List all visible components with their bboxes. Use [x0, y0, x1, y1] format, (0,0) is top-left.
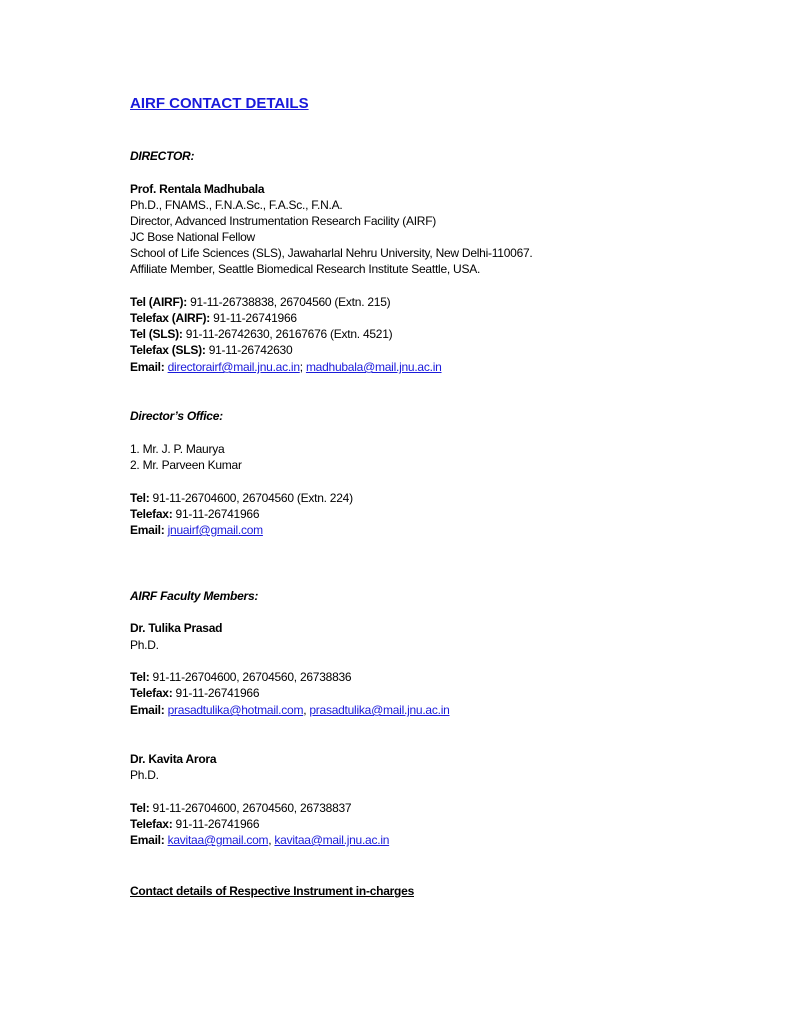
contact-label: Telefax:	[130, 686, 173, 700]
director-heading: DIRECTOR:	[130, 149, 195, 163]
director-qualifications: Ph.D., FNAMS., F.N.A.Sc., F.A.Sc., F.N.A.	[130, 198, 343, 212]
office-member-1: 1. Mr. J. P. Maurya	[130, 442, 225, 456]
prasad-email-link-1[interactable]: prasadtulika@hotmail.com	[167, 703, 304, 717]
email-separator: ;	[299, 360, 306, 374]
prasad-email-link-2[interactable]: prasadtulika@mail.jnu.ac.in	[309, 703, 450, 717]
arora-email-link-2[interactable]: kavitaa@mail.jnu.ac.in	[274, 833, 390, 847]
director-fellowship: JC Bose National Fellow	[130, 230, 255, 244]
arora-email-link-1[interactable]: kavitaa@gmail.com	[167, 833, 269, 847]
office-telefax	[130, 506, 259, 522]
contact-value: 91-11-26738838, 26704560 (Extn. 215)	[187, 295, 391, 309]
faculty-tel-arora	[130, 800, 351, 816]
contact-label: Tel (SLS):	[130, 327, 183, 341]
contact-value: 91-11-26741966	[172, 686, 260, 700]
director-telefax-sls	[130, 342, 292, 358]
contact-label: Tel:	[130, 670, 150, 684]
contact-value: 91-11-26704600, 26704560 (Extn. 224)	[149, 491, 353, 505]
contact-label: Tel:	[130, 801, 150, 815]
email-label: Email:	[130, 523, 165, 537]
office-email-link[interactable]: jnuairf@gmail.com	[167, 523, 263, 537]
instrument-incharges-heading: Contact details of Respective Instrument in-charges	[130, 884, 414, 898]
director-tel-sls	[130, 326, 392, 342]
faculty-email-arora	[130, 832, 389, 848]
email-separator: ,	[303, 703, 310, 717]
contact-label: Telefax:	[130, 507, 173, 521]
faculty-name-arora: Dr. Kavita Arora	[130, 752, 217, 766]
page-title[interactable]: AIRF CONTACT DETAILS	[130, 95, 309, 112]
contact-value: 91-11-26742630	[205, 343, 293, 357]
contact-label: Telefax:	[130, 817, 173, 831]
director-position: Director, Advanced Instrumentation Research Facility (AIRF)	[130, 214, 437, 228]
email-label: Email:	[130, 703, 165, 717]
office-heading: Director’s Office:	[130, 409, 223, 423]
director-telefax-airf	[130, 310, 297, 326]
contact-value: 91-11-26741966	[210, 311, 297, 325]
contact-value: 91-11-26742630, 26167676 (Extn. 4521)	[182, 327, 393, 341]
office-email	[130, 522, 263, 538]
faculty-tel-prasad	[130, 669, 351, 685]
office-member-2: 2. Mr. Parveen Kumar	[130, 458, 242, 472]
faculty-degree-arora: Ph.D.	[130, 768, 159, 782]
director-email	[130, 359, 442, 375]
faculty-name-prasad: Dr. Tulika Prasad	[130, 621, 223, 635]
director-tel-airf	[130, 294, 390, 310]
email-separator: ,	[268, 833, 275, 847]
contact-value: 91-11-26741966	[172, 507, 260, 521]
contact-label: Telefax (SLS):	[130, 343, 206, 357]
contact-value: 91-11-26741966	[172, 817, 260, 831]
director-email-link-2[interactable]: madhubala@mail.jnu.ac.in	[305, 360, 442, 374]
email-label: Email:	[130, 360, 165, 374]
faculty-telefax-prasad	[130, 685, 259, 701]
contact-value: 91-11-26704600, 26704560, 26738837	[149, 801, 352, 815]
director-name: Prof. Rentala Madhubala	[130, 182, 265, 196]
director-school: School of Life Sciences (SLS), Jawaharlal Nehru University, New Delhi-110067.	[130, 246, 533, 260]
email-label: Email:	[130, 833, 165, 847]
contact-label: Tel:	[130, 491, 150, 505]
faculty-telefax-arora	[130, 816, 259, 832]
faculty-email-prasad	[130, 702, 450, 718]
contact-value: 91-11-26704600, 26704560, 26738836	[149, 670, 352, 684]
director-affiliation: Affiliate Member, Seattle Biomedical Research Institute Seattle, USA.	[130, 262, 481, 276]
director-email-link-1[interactable]: directorairf@mail.jnu.ac.in	[167, 360, 300, 374]
contact-label: Telefax (AIRF):	[130, 311, 211, 325]
faculty-heading: AIRF Faculty Members:	[130, 589, 259, 603]
faculty-degree-prasad: Ph.D.	[130, 638, 159, 652]
office-tel	[130, 490, 353, 506]
contact-label: Tel (AIRF):	[130, 295, 188, 309]
